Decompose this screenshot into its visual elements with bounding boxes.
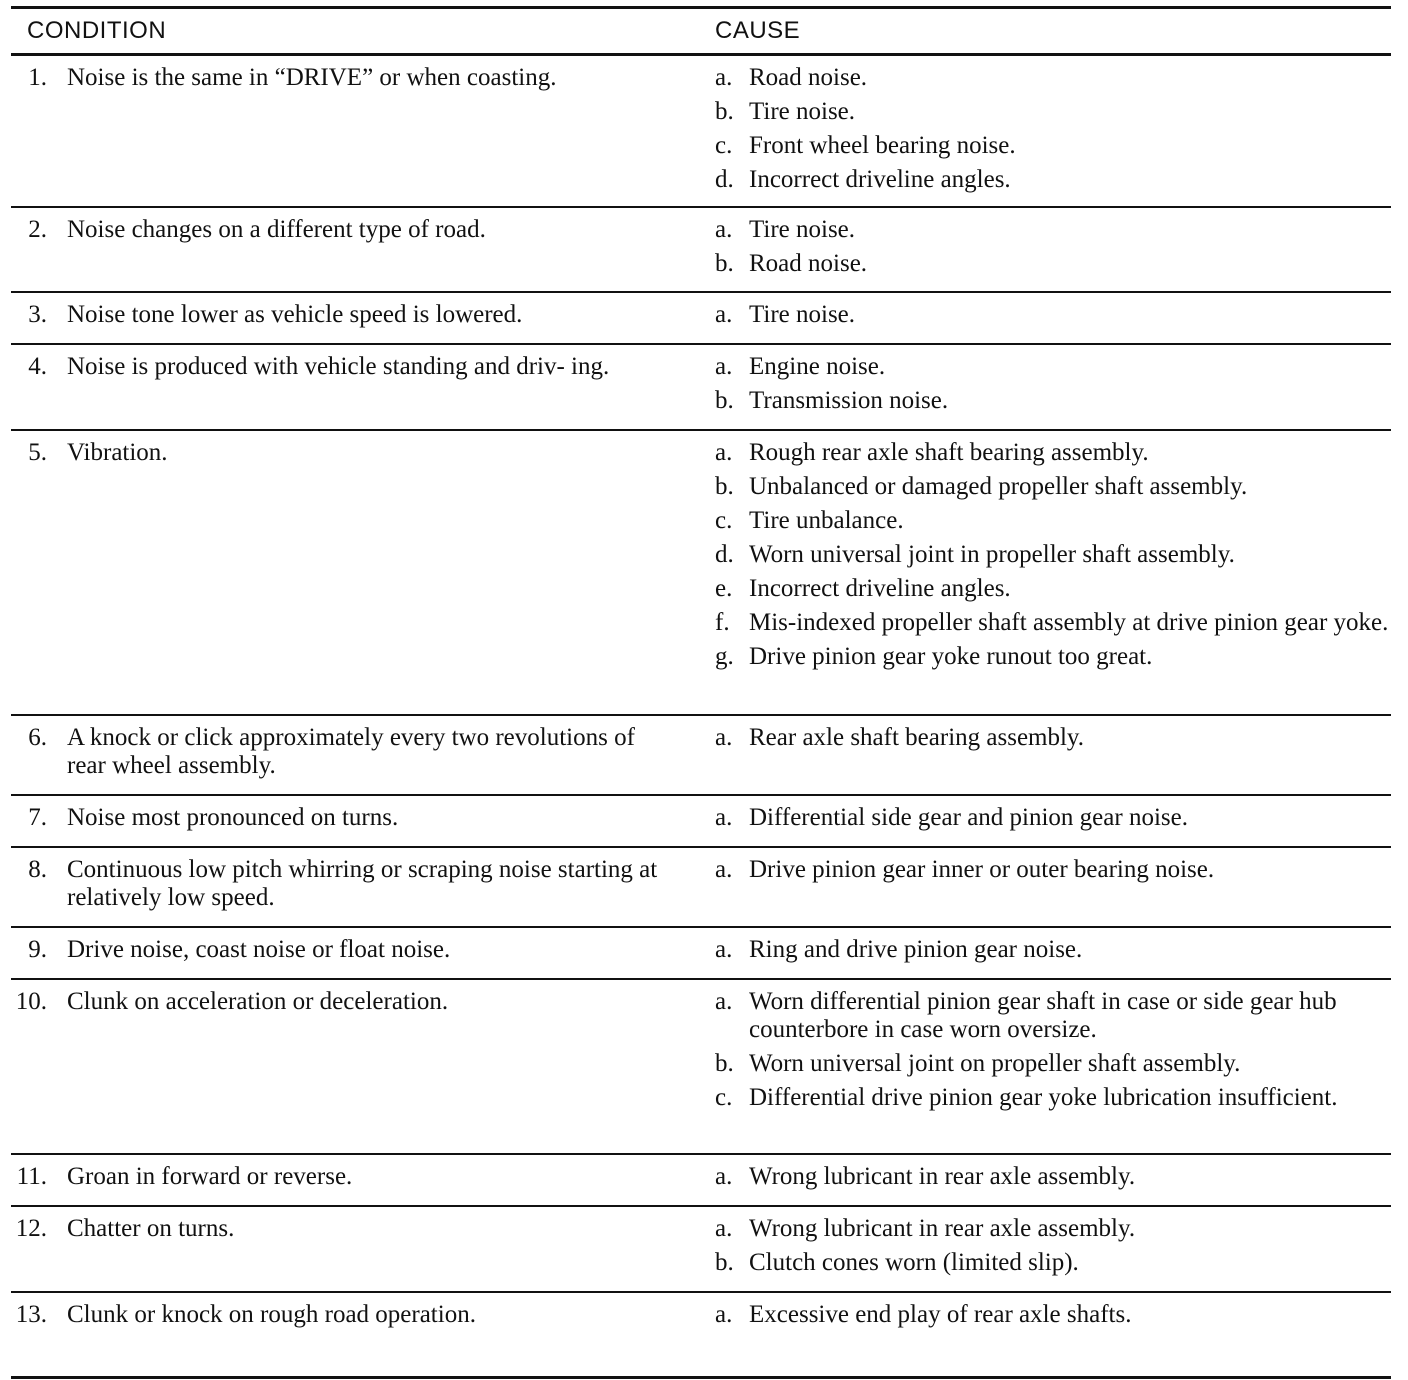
condition-cell bbox=[11, 56, 699, 206]
cause-cell bbox=[699, 928, 1391, 978]
row-number: 5. bbox=[28, 439, 47, 466]
row-number: 8. bbox=[28, 856, 47, 883]
table-row bbox=[11, 1207, 1391, 1293]
condition-cell bbox=[11, 293, 699, 343]
condition-column-header: CONDITION bbox=[27, 17, 167, 44]
cause-text: Road noise. bbox=[749, 250, 868, 277]
cause-letter: b. bbox=[715, 473, 734, 500]
cause-cell bbox=[699, 848, 1391, 926]
condition-text: Noise changes on a different type of road. bbox=[67, 216, 486, 243]
table-row bbox=[11, 293, 1391, 345]
cause-cell bbox=[699, 1293, 1391, 1376]
cause-letter: a. bbox=[715, 936, 733, 963]
cause-text: Wrong lubricant in rear axle assembly. bbox=[749, 1215, 1136, 1242]
table-header bbox=[11, 9, 1391, 56]
row-number: 12. bbox=[15, 1215, 47, 1242]
table-row bbox=[11, 716, 1391, 796]
cause-letter: e. bbox=[715, 575, 733, 602]
cause-text: Road noise. bbox=[749, 64, 868, 91]
condition-cell bbox=[11, 1207, 699, 1291]
condition-text: Noise is produced with vehicle standing and driv- ing. bbox=[67, 353, 610, 380]
cause-item bbox=[699, 64, 1391, 92]
row-number: 9. bbox=[28, 936, 47, 963]
cause-item bbox=[699, 473, 1391, 501]
cause-letter: f. bbox=[715, 609, 730, 636]
cause-letter: a. bbox=[715, 856, 733, 883]
cause-item bbox=[699, 216, 1391, 244]
cause-cell bbox=[699, 293, 1391, 343]
cause-cell bbox=[699, 980, 1391, 1153]
cause-letter: c. bbox=[715, 132, 733, 159]
cause-column-header: CAUSE bbox=[715, 17, 801, 44]
cause-item bbox=[699, 250, 1391, 278]
cause-text: Rough rear axle shaft bearing assembly. bbox=[749, 439, 1149, 466]
cause-text: Transmission noise. bbox=[749, 387, 949, 414]
cause-item bbox=[699, 1249, 1391, 1277]
condition-cell bbox=[11, 1293, 699, 1376]
cause-item bbox=[699, 988, 1391, 1044]
condition-text: A knock or click approximately every two revolutions of rear wheel assembly. bbox=[67, 724, 635, 779]
cause-item bbox=[699, 541, 1391, 569]
cause-text: Worn differential pinion gear shaft in case or side gear hub counterbore in case worn oversize. bbox=[749, 988, 1337, 1043]
cause-text: Tire noise. bbox=[749, 216, 856, 243]
cause-item bbox=[699, 643, 1391, 671]
diagnosis-table bbox=[11, 6, 1391, 1379]
row-number: 7. bbox=[28, 804, 47, 831]
cause-text: Drive pinion gear yoke runout too great. bbox=[749, 643, 1153, 670]
cause-item bbox=[699, 1215, 1391, 1243]
cause-item bbox=[699, 507, 1391, 535]
condition-text: Groan in forward or reverse. bbox=[67, 1163, 353, 1190]
cause-text: Engine noise. bbox=[749, 353, 886, 380]
cause-text: Unbalanced or damaged propeller shaft assembly. bbox=[749, 473, 1248, 500]
cause-text: Mis-indexed propeller shaft assembly at drive pinion gear yoke. bbox=[749, 609, 1389, 636]
cause-letter: c. bbox=[715, 1084, 733, 1111]
cause-item bbox=[699, 98, 1391, 126]
cause-letter: a. bbox=[715, 988, 733, 1015]
row-number: 13. bbox=[15, 1301, 47, 1328]
cause-letter: c. bbox=[715, 507, 733, 534]
cause-letter: a. bbox=[715, 1301, 733, 1328]
cause-cell bbox=[699, 431, 1391, 714]
cause-letter: b. bbox=[715, 250, 734, 277]
cause-letter: b. bbox=[715, 98, 734, 125]
cause-text: Wrong lubricant in rear axle assembly. bbox=[749, 1163, 1136, 1190]
cause-letter: a. bbox=[715, 724, 733, 751]
condition-text: Vibration. bbox=[67, 439, 168, 466]
cause-text: Worn universal joint in propeller shaft assembly. bbox=[749, 541, 1235, 568]
cause-text: Excessive end play of rear axle shafts. bbox=[749, 1301, 1132, 1328]
row-number: 6. bbox=[28, 724, 47, 751]
row-number: 11. bbox=[16, 1163, 47, 1190]
cause-item bbox=[699, 353, 1391, 381]
cause-item bbox=[699, 1301, 1391, 1329]
cause-text: Worn universal joint on propeller shaft assembly. bbox=[749, 1050, 1241, 1077]
cause-text: Differential side gear and pinion gear noise. bbox=[749, 804, 1188, 831]
cause-letter: a. bbox=[715, 1163, 733, 1190]
condition-cell bbox=[11, 848, 699, 926]
cause-item bbox=[699, 609, 1391, 637]
condition-cell bbox=[11, 345, 699, 429]
condition-text: Drive noise, coast noise or float noise. bbox=[67, 936, 451, 963]
cause-item bbox=[699, 439, 1391, 467]
table-row bbox=[11, 345, 1391, 431]
cause-letter: a. bbox=[715, 353, 733, 380]
cause-letter: a. bbox=[715, 216, 733, 243]
condition-text: Noise tone lower as vehicle speed is lowered. bbox=[67, 301, 523, 328]
cause-text: Clutch cones worn (limited slip). bbox=[749, 1249, 1079, 1276]
cause-cell bbox=[699, 56, 1391, 206]
condition-text: Noise is the same in “DRIVE” or when coasting. bbox=[67, 64, 557, 91]
cause-cell bbox=[699, 208, 1391, 291]
cause-text: Incorrect driveline angles. bbox=[749, 166, 1011, 193]
cause-letter: g. bbox=[715, 643, 734, 670]
table-row bbox=[11, 848, 1391, 928]
cause-item bbox=[699, 936, 1391, 964]
table-row bbox=[11, 431, 1391, 716]
cause-item bbox=[699, 1163, 1391, 1191]
table-row bbox=[11, 1155, 1391, 1207]
row-number: 1. bbox=[28, 64, 47, 91]
cause-item bbox=[699, 387, 1391, 415]
cause-item bbox=[699, 856, 1391, 884]
condition-text: Clunk or knock on rough road operation. bbox=[67, 1301, 476, 1328]
condition-cell bbox=[11, 716, 699, 794]
condition-cell bbox=[11, 1155, 699, 1205]
cause-text: Tire noise. bbox=[749, 301, 856, 328]
table-row bbox=[11, 980, 1391, 1155]
condition-cell bbox=[11, 431, 699, 714]
cause-text: Differential drive pinion gear yoke lubrication insufficient. bbox=[749, 1084, 1338, 1111]
cause-item bbox=[699, 575, 1391, 603]
cause-text: Tire unbalance. bbox=[749, 507, 904, 534]
condition-cell bbox=[11, 980, 699, 1153]
cause-letter: a. bbox=[715, 1215, 733, 1242]
cause-cell bbox=[699, 345, 1391, 429]
cause-text: Incorrect driveline angles. bbox=[749, 575, 1011, 602]
condition-text: Continuous low pitch whirring or scraping noise starting at relatively low speed. bbox=[67, 856, 658, 911]
cause-item bbox=[699, 1050, 1391, 1078]
cause-text: Drive pinion gear inner or outer bearing noise. bbox=[749, 856, 1215, 883]
cause-text: Front wheel bearing noise. bbox=[749, 132, 1016, 159]
condition-cell bbox=[11, 208, 699, 291]
cause-letter: b. bbox=[715, 387, 734, 414]
table-row bbox=[11, 928, 1391, 980]
cause-item bbox=[699, 166, 1391, 194]
row-number: 2. bbox=[28, 216, 47, 243]
cause-text: Tire noise. bbox=[749, 98, 856, 125]
cause-letter: b. bbox=[715, 1050, 734, 1077]
table-body bbox=[11, 56, 1391, 1379]
cause-text: Ring and drive pinion gear noise. bbox=[749, 936, 1083, 963]
cause-letter: d. bbox=[715, 541, 734, 568]
cause-item bbox=[699, 132, 1391, 160]
cause-letter: d. bbox=[715, 166, 734, 193]
row-number: 4. bbox=[28, 353, 47, 380]
condition-text: Chatter on turns. bbox=[67, 1215, 235, 1242]
table-row bbox=[11, 796, 1391, 848]
table-row bbox=[11, 56, 1391, 208]
cause-letter: a. bbox=[715, 301, 733, 328]
row-number: 10. bbox=[15, 988, 47, 1015]
cause-cell bbox=[699, 716, 1391, 794]
cause-letter: a. bbox=[715, 804, 733, 831]
cause-cell bbox=[699, 1207, 1391, 1291]
cause-item bbox=[699, 1084, 1391, 1112]
cause-text: Rear axle shaft bearing assembly. bbox=[749, 724, 1085, 751]
condition-cell bbox=[11, 928, 699, 978]
cause-item bbox=[699, 804, 1391, 832]
cause-item bbox=[699, 301, 1391, 329]
cause-cell bbox=[699, 796, 1391, 846]
table-row bbox=[11, 208, 1391, 293]
condition-text: Clunk on acceleration or deceleration. bbox=[67, 988, 449, 1015]
condition-cell bbox=[11, 796, 699, 846]
cause-item bbox=[699, 724, 1391, 752]
row-number: 3. bbox=[28, 301, 47, 328]
cause-cell bbox=[699, 1155, 1391, 1205]
cause-letter: a. bbox=[715, 64, 733, 91]
cause-letter: a. bbox=[715, 439, 733, 466]
condition-text: Noise most pronounced on turns. bbox=[67, 804, 399, 831]
cause-letter: b. bbox=[715, 1249, 734, 1276]
table-row bbox=[11, 1293, 1391, 1379]
